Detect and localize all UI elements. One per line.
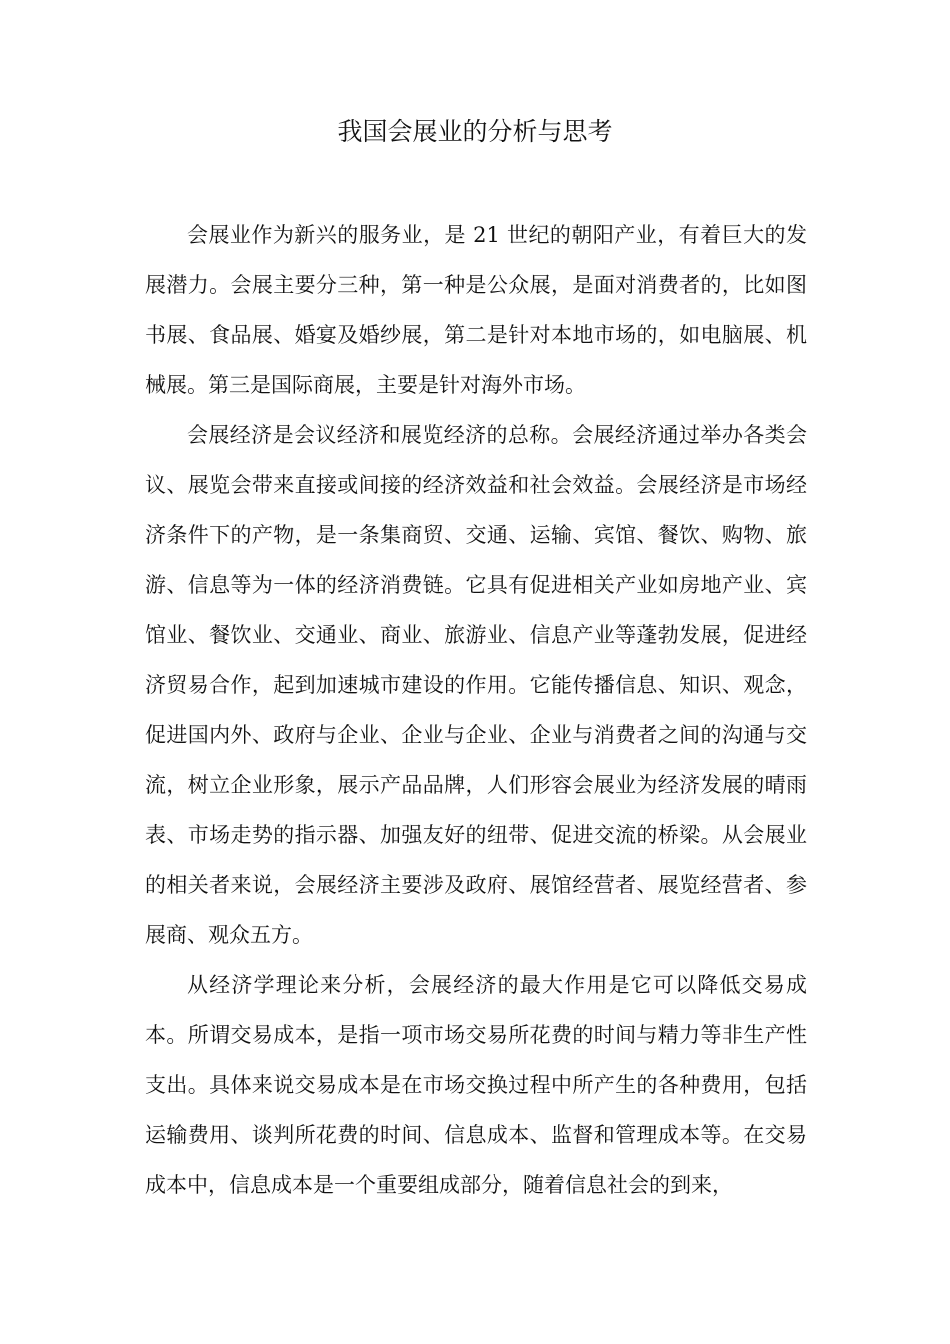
document-title: 我国会展业的分析与思考 [337, 117, 613, 146]
document-body [145, 210, 807, 1210]
paragraph-intro: 会展业作为新兴的服务业，是 21 世纪的朝阳产业，有着巨大的发展潜力。会展主要分三种，第一种是公众展，是面对消费者的，比如图书展、食品展、婚宴及婚纱展，第二是针对本地市场的，如电脑展、机械展。第三是国际商展，主要是针对海外市场。 [145, 223, 807, 397]
paragraph-exhibition-economy: 会展经济是会议经济和展览经济的总称。会展经济通过举办各类会议、展览会带来直接或间接的经济效益和社会效益。会展经济是市场经济条件下的产物，是一条集商贸、交通、运输、宾馆、餐饮、购物、旅游、信息等为一体的经济消费链。它具有促进相关产业如房地产业、宾馆业、餐饮业、交通业、商业、旅游业、信息产业等蓬勃发展，促进经济贸易合作，起到加速城市建设的作用。它能传播信息、知识、观念，促进国内外、政府与企业、企业与企业、企业与消费者之间的沟通与交流，树立企业形象，展示产品品牌，人们形容会展业为经济发展的晴雨表、市场走势的指示器、加强友好的纽带、促进交流的桥梁。从会展业的相关者来说，会展经济主要涉及政府、展馆经营者、展览经营者、参展商、观众五方。 [145, 423, 807, 947]
paragraph-transaction-cost: 从经济学理论来分析，会展经济的最大作用是它可以降低交易成本。所谓交易成本，是指一项市场交易所花费的时间与精力等非生产性支出。具体来说交易成本是在市场交换过程中所产生的各种费用，包括运输费用、谈判所花费的时间、信息成本、监督和管理成本等。在交易成本中，信息成本是一个重要组成部分，随着信息社会的到来， [145, 973, 807, 1197]
